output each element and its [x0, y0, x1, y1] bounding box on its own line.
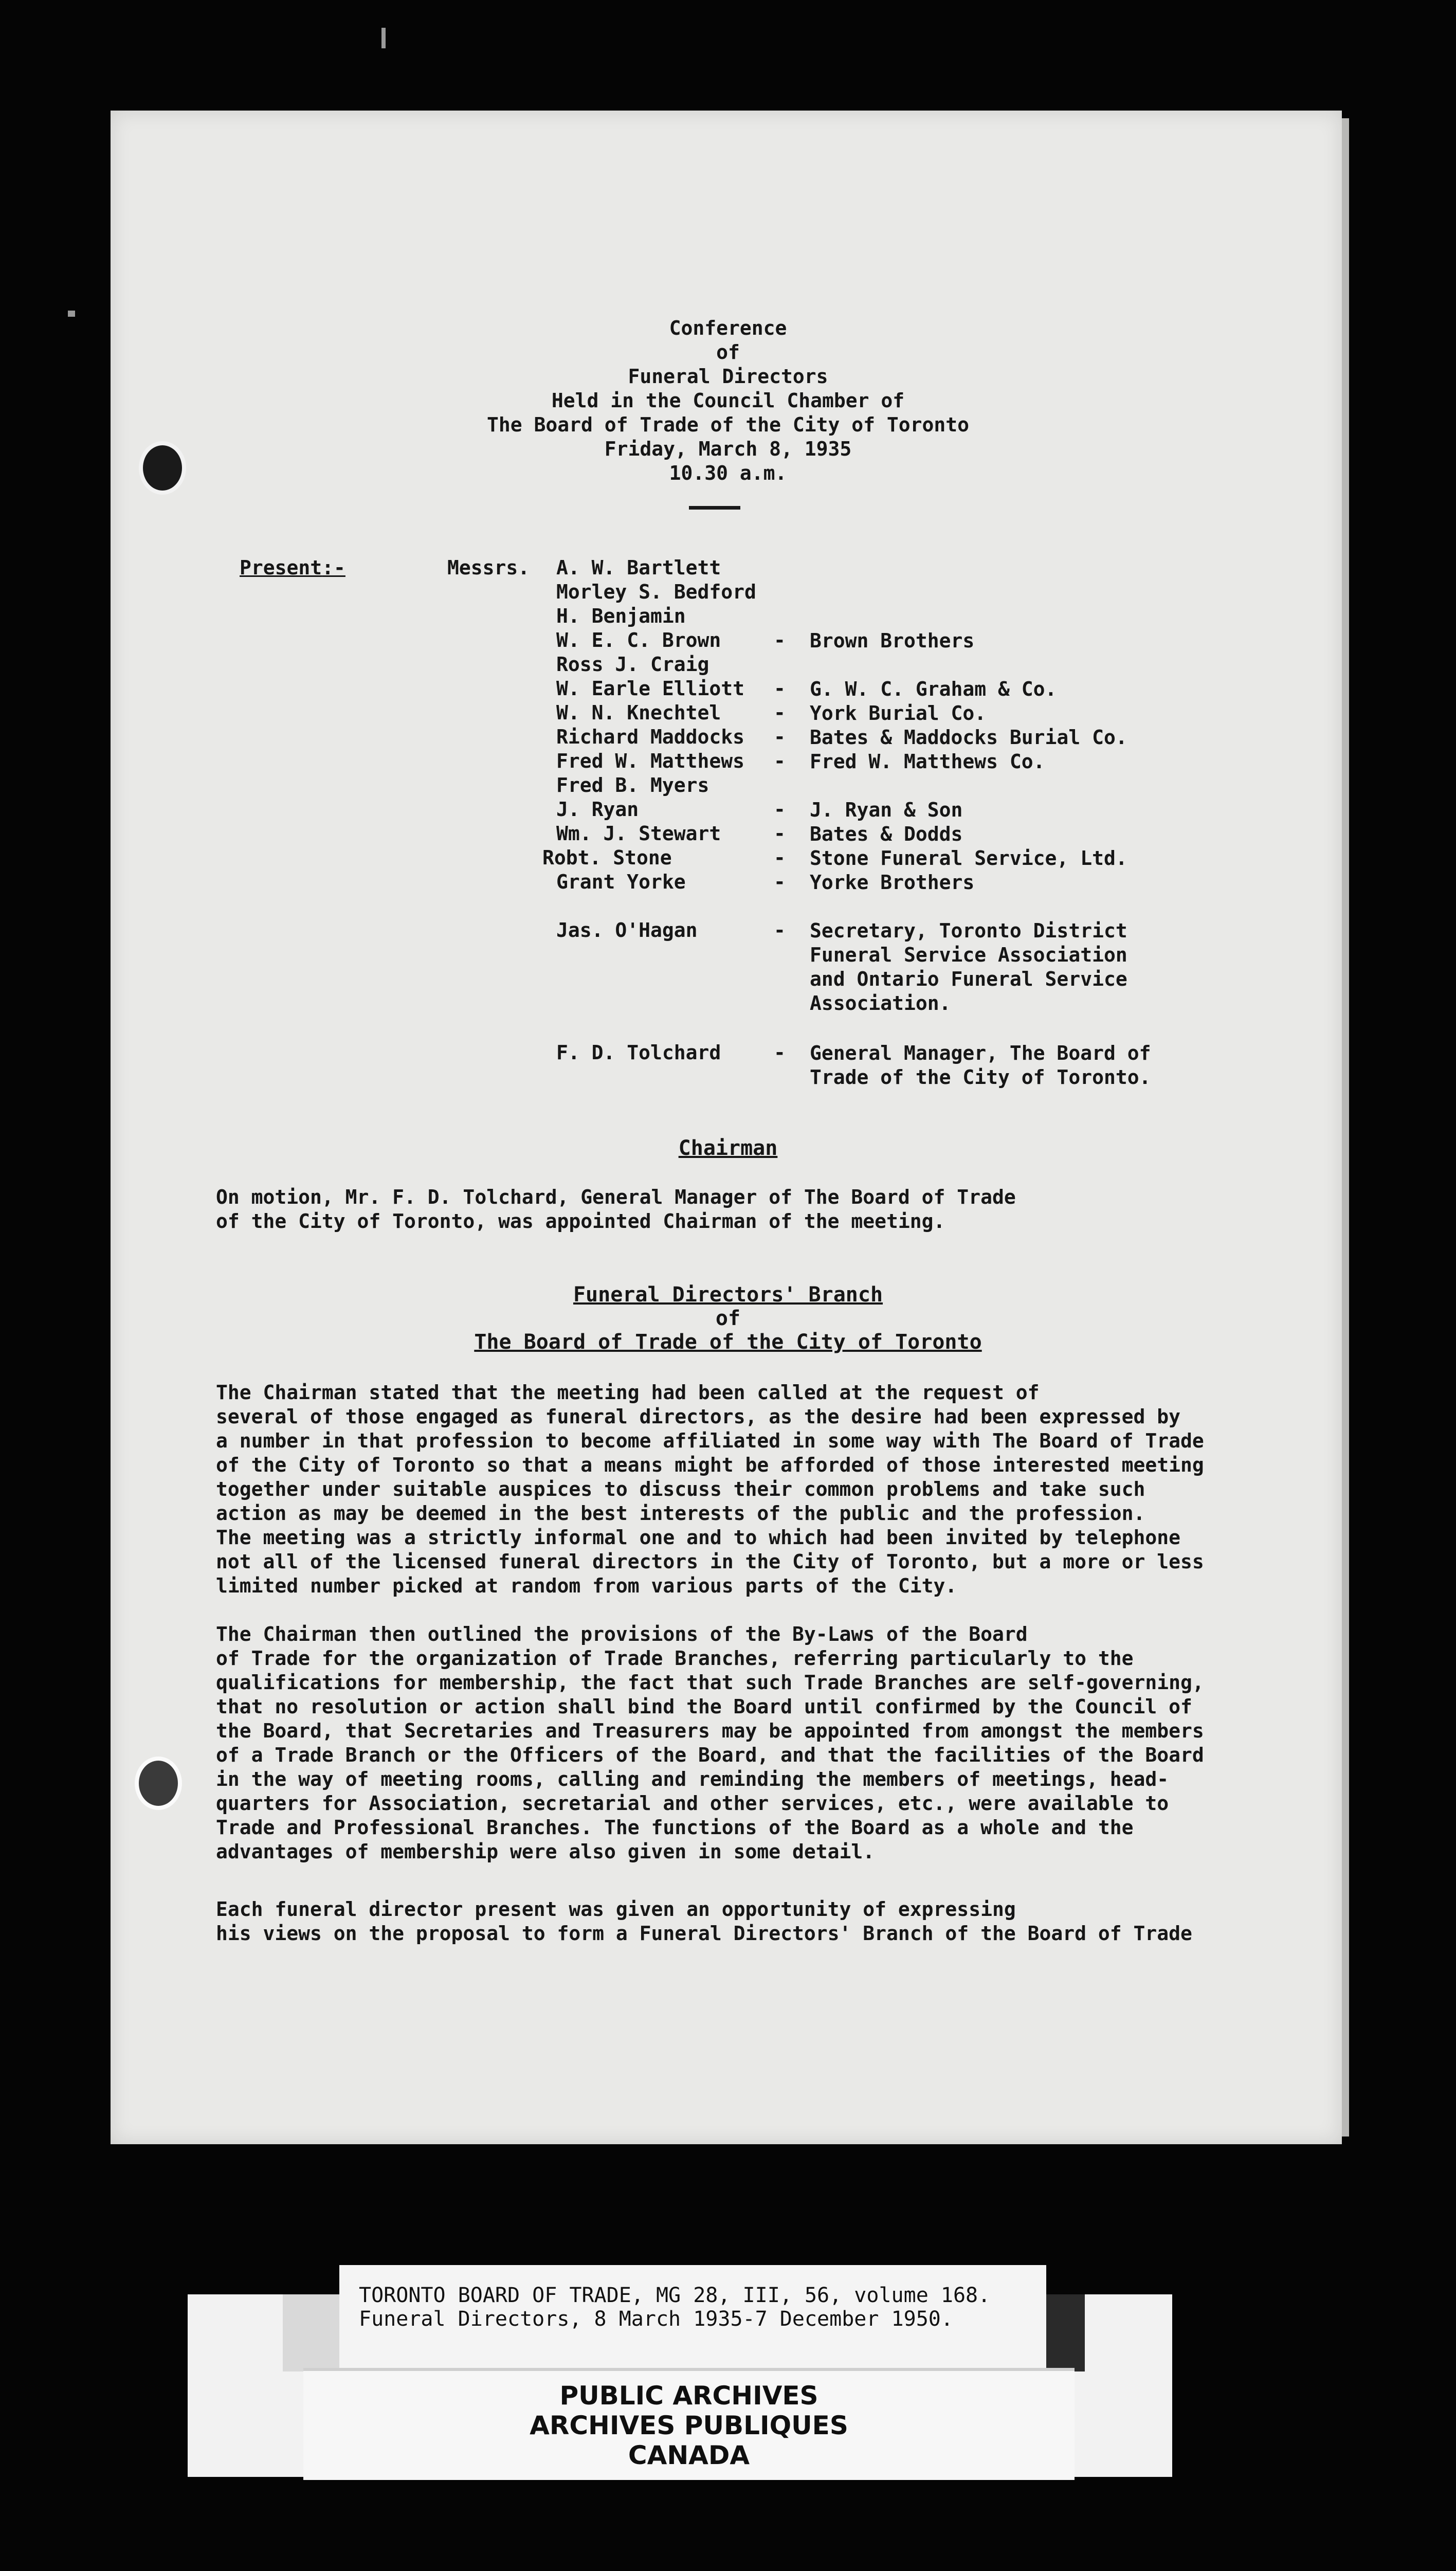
attendee-affiliation	[810, 919, 1127, 1016]
punch-hole-bottom	[135, 1757, 182, 1810]
affiliation-dash: -	[774, 629, 786, 651]
present-label	[240, 556, 345, 579]
branch-heading-line: of	[715, 1307, 741, 1330]
messrs-label: Messrs.	[447, 556, 530, 579]
attendee-name: Ross J. Craig	[556, 653, 709, 676]
attendee-name: W. Earle Elliott	[556, 677, 745, 700]
attendee-name: F. D. Tolchard	[556, 1041, 721, 1064]
affiliation-dash: -	[774, 677, 786, 700]
attendee-name: W. N. Knechtel	[556, 701, 721, 724]
attendee-name: Fred B. Myers	[556, 774, 709, 796]
affiliation-dash: -	[774, 846, 786, 869]
attendee-name: Fred W. Matthews	[556, 750, 745, 772]
affiliation-dash: -	[774, 871, 786, 893]
attendee-affiliation: York Burial Co.	[810, 702, 987, 725]
affiliation-dash: -	[774, 798, 786, 821]
stamp-line: ARCHIVES PUBLIQUES	[530, 2411, 848, 2440]
archives-stamp	[303, 2381, 1075, 2470]
heading-line: Held in the Council Chamber of	[551, 389, 905, 412]
attendee-name: Wm. J. Stewart	[556, 822, 721, 845]
present-label-suffix: :-	[322, 556, 345, 579]
reference-line: Funeral Directors, 8 March 1935-7 December 1950.	[359, 2307, 953, 2331]
affiliation-dash: -	[774, 822, 786, 845]
attendee-affiliation	[810, 1041, 1151, 1090]
attendee-name: Robt. Stone	[542, 846, 672, 869]
affiliation-dash: -	[774, 726, 786, 748]
attendee-affiliation: Fred W. Matthews Co.	[810, 750, 1045, 773]
affiliation-line: Secretary, Toronto District	[810, 919, 1127, 942]
attendee-affiliation: Stone Funeral Service, Ltd.	[810, 847, 1127, 870]
present-label-text: Present	[240, 556, 322, 579]
chairman-heading	[0, 1136, 1456, 1160]
scan-artifact	[381, 28, 386, 48]
heading-line: The Board of Trade of the City of Toronto	[487, 413, 969, 436]
body-paragraph: Each funeral director present was given an opportunity of expressing his views on the proposal to form a Funeral Directors' Branch of the Board of Trade	[216, 1898, 1192, 1945]
affiliation-dash: -	[774, 1041, 786, 1064]
conference-heading	[0, 316, 1456, 485]
affiliation-line: and Ontario Funeral Service	[810, 968, 1127, 990]
heading-line: 10.30 a.m.	[669, 462, 787, 484]
attendee-name: Jas. O'Hagan	[556, 919, 698, 942]
attendee-name: Grant Yorke	[556, 871, 686, 893]
affiliation-dash: -	[774, 750, 786, 772]
reference-line: TORONTO BOARD OF TRADE, MG 28, III, 56, volume 168.	[359, 2284, 991, 2307]
branch-heading	[0, 1283, 1456, 1354]
attendee-affiliation: Bates & Maddocks Burial Co.	[810, 726, 1127, 749]
heading-line: of	[716, 341, 740, 364]
heading-line: Funeral Directors	[628, 365, 828, 388]
card-notch	[283, 2294, 339, 2371]
archive-reference-label	[339, 2265, 1046, 2368]
attendee-affiliation: G. W. C. Graham & Co.	[810, 678, 1057, 700]
heading-rule	[689, 506, 740, 510]
heading-line: Friday, March 8, 1935	[604, 438, 852, 460]
affiliation-line: General Manager, The Board of	[810, 1042, 1151, 1064]
attendee-name: Richard Maddocks	[556, 726, 745, 748]
chairman-heading-text: Chairman	[678, 1136, 778, 1160]
affiliation-dash: -	[774, 701, 786, 724]
branch-heading-line: The Board of Trade of the City of Toronto	[474, 1330, 982, 1354]
attendee-affiliation: J. Ryan & Son	[810, 799, 963, 821]
attendee-name: Morley S. Bedford	[556, 581, 756, 603]
stamp-line: CANADA	[628, 2440, 750, 2470]
chairman-paragraph: On motion, Mr. F. D. Tolchard, General Manager of The Board of Trade of the City of Toronto, was appointed Chairman of the meeting.	[216, 1186, 1016, 1233]
attendee-affiliation: Brown Brothers	[810, 629, 975, 652]
body-paragraph: The Chairman then outlined the provisions of the By-Laws of the Board of Trade for the organization of Trade Branches, referring particularly to the qualifications for membership, the fact that such Trade Branches are self-governing, that no resolution or action shall bind the Board until confirmed by the Council of the Board, that Secretaries and Treasurers may be appointed from amongst the members of a Trade Branch or the Officers of the Board, and that the facilities of the Board in the way of meeting rooms, calling and reminding the members of meetings, head- quarters for Association, secretarial and other services, etc., were available to Trade and Professional Branches. The functions of the Board as a whole and the advantages of membership were also given in some detail.	[216, 1623, 1204, 1863]
attendee-name: W. E. C. Brown	[556, 629, 721, 651]
card-notch	[1046, 2294, 1085, 2371]
affiliation-dash: -	[774, 919, 786, 942]
attendee-affiliation: Yorke Brothers	[810, 871, 975, 894]
affiliation-line: Trade of the City of Toronto.	[810, 1066, 1151, 1089]
heading-line: Conference	[669, 317, 787, 339]
attendee-name: J. Ryan	[556, 798, 639, 821]
body-paragraph: The Chairman stated that the meeting had been called at the request of several of those engaged as funeral directors, as the desire had been expressed by a number in that profession to become affiliated in some way with The Board of Trade of the City of Toronto so that a means might be afforded of those interested meeting together under suitable auspices to discuss their common problems and take such action as may be deemed in the best interests of the public and the profession. The meeting was a strictly informal one and to which had been invited by telephone not all of the licensed funeral directors in the City of Toronto, but a more or less limited number picked at random from various parts of the City.	[216, 1381, 1204, 1597]
attendee-name: H. Benjamin	[556, 605, 686, 627]
stamp-line: PUBLIC ARCHIVES	[559, 2381, 818, 2411]
attendee-affiliation: Bates & Dodds	[810, 823, 963, 845]
attendee-name: A. W. Bartlett	[556, 556, 721, 579]
affiliation-line: Funeral Service Association	[810, 944, 1127, 966]
branch-heading-line: Funeral Directors' Branch	[573, 1283, 883, 1307]
affiliation-line: Association.	[810, 992, 951, 1015]
